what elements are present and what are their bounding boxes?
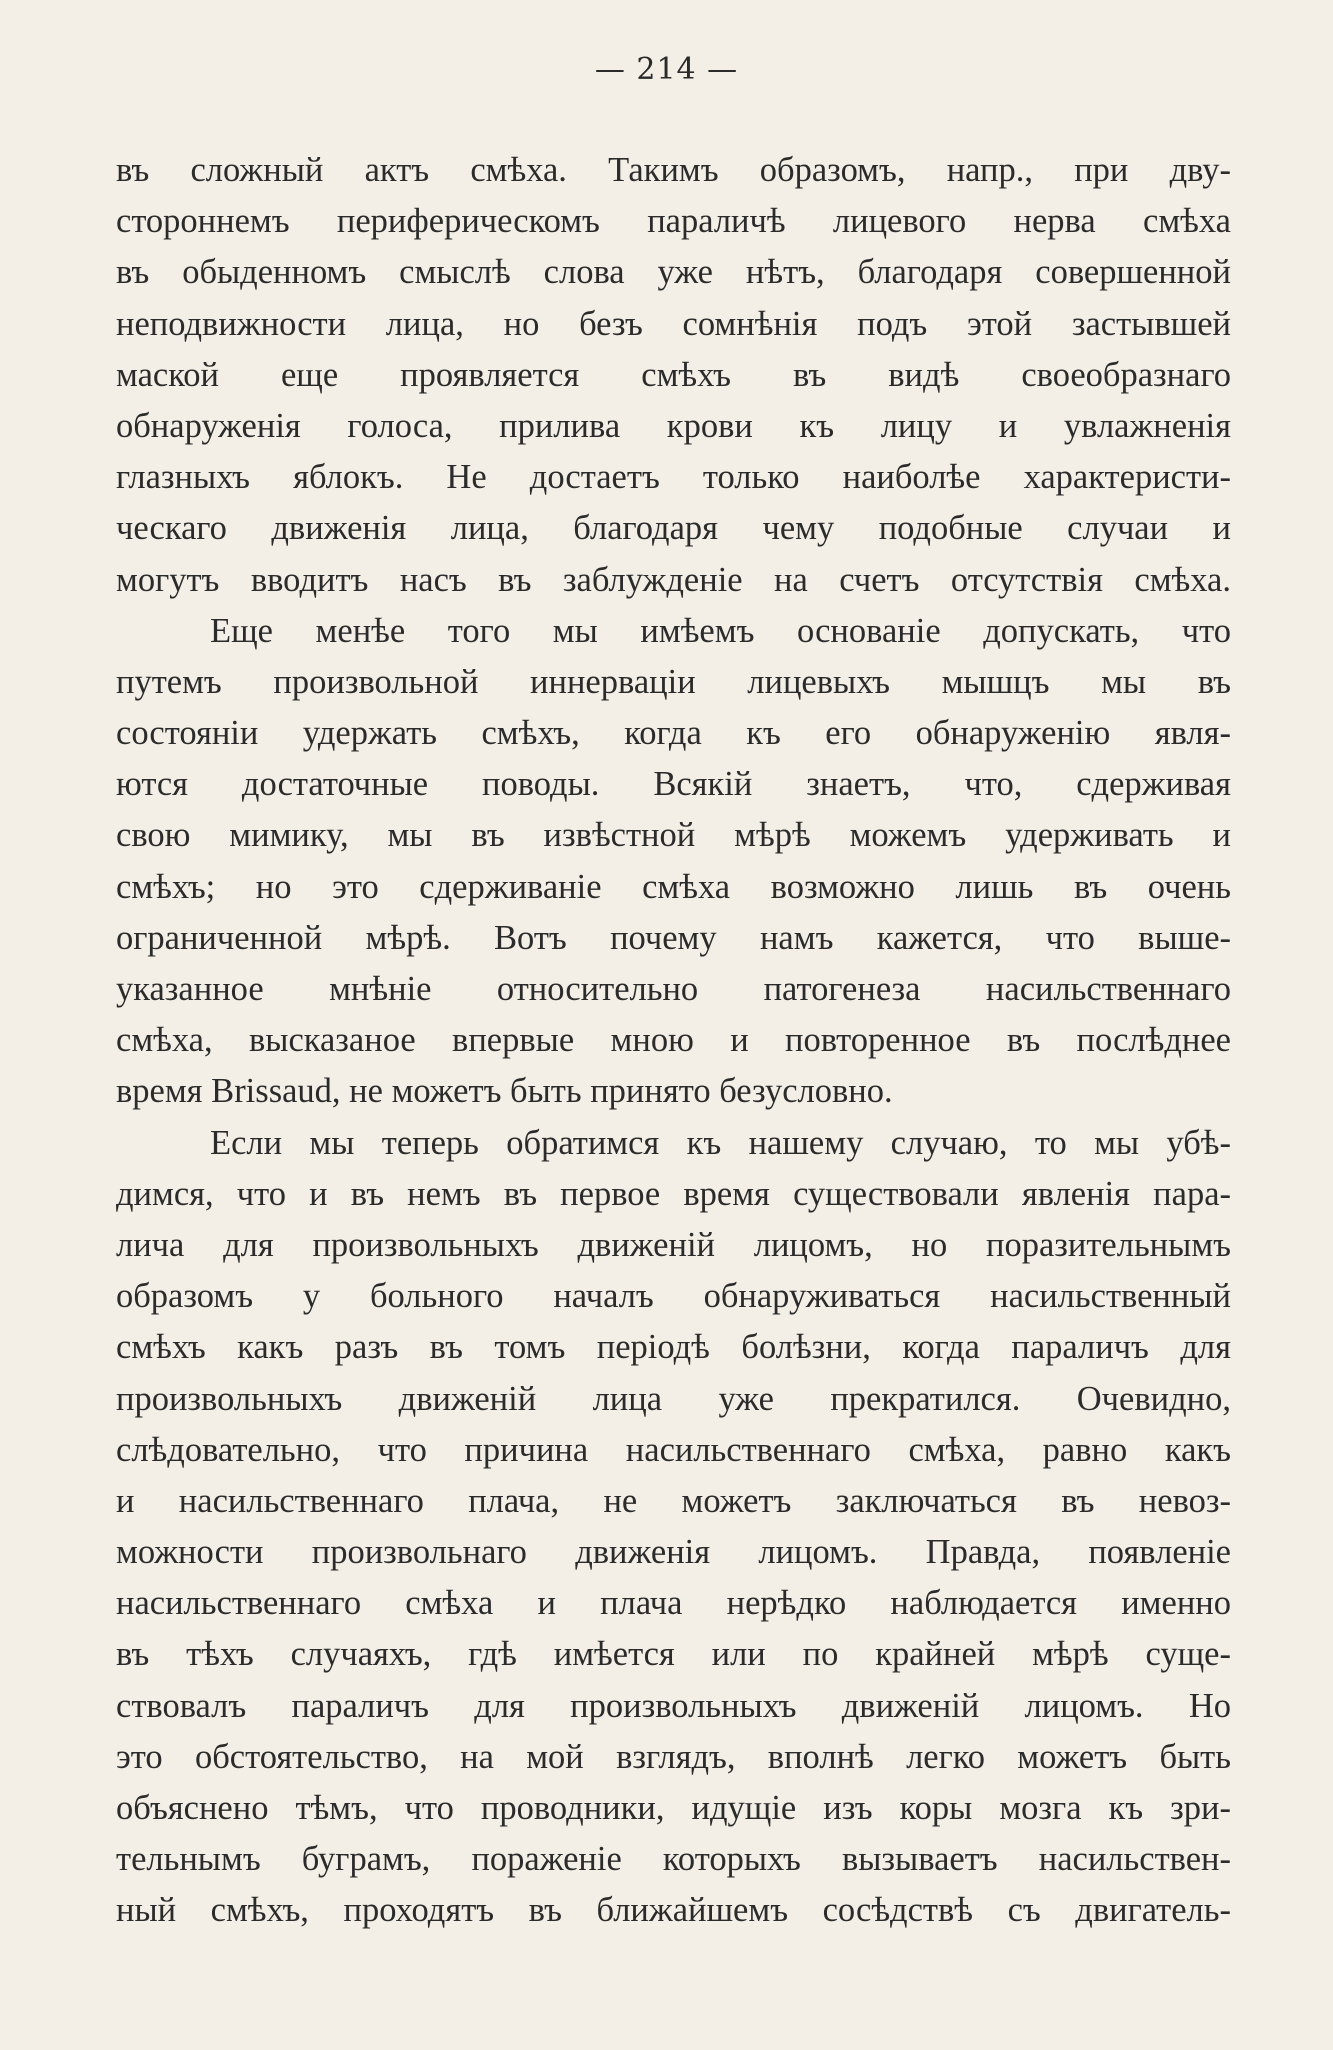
text-line: насильственнаго смѣха и плача нерѣдко наблюдается именно [116,1584,1231,1623]
text-line: это обстоятельство, на мой взглядъ, вполнѣ легко можетъ быть [116,1737,1231,1776]
text-line: свою мимику, мы въ извѣстной мѣрѣ можемъ удерживать и [116,816,1231,855]
text-line: и насильственнаго плача, не можетъ заключаться въ невоз- [116,1481,1231,1520]
text-line: могутъ вводитъ насъ въ заблужденіе на счетъ отсутствія смѣха. [116,560,1231,599]
text-line: въ обыденномъ смыслѣ слова уже нѣтъ, благодаря совершенной [116,253,1231,292]
text-line: смѣха, высказаное впервые мною и повторенное въ послѣднее [116,1021,1231,1060]
text-line: смѣхъ какъ разъ въ томъ періодѣ болѣзни, когда параличъ для [116,1328,1231,1367]
text-line: можности произвольнаго движенія лицомъ. Правда, появленіе [116,1533,1231,1572]
page-number: — 214 — [594,52,739,87]
text-line: глазныхъ яблокъ. Не достаетъ только наиболѣе характеристи- [116,458,1231,497]
text-line: стороннемъ периферическомъ параличѣ лицевого нерва смѣха [116,202,1231,241]
text-line: ствовалъ параличъ для произвольныхъ движеній лицомъ. Но [116,1686,1231,1725]
text-line: димся, что и въ немъ въ первое время существовали явленія пара- [116,1174,1231,1213]
text-line: Если мы теперь обратимся къ нашему случаю, то мы убѣ- [210,1123,1231,1162]
text-line: слѣдовательно, что причина насильственнаго смѣха, равно какъ [116,1430,1231,1469]
text-line: смѣхъ; но это сдерживаніе смѣха возможно лишь въ очень [116,867,1231,906]
text-line: въ сложный актъ смѣха. Такимъ образомъ, напр., при дву- [116,151,1231,189]
text-line: тельнымъ буграмъ, пораженіе которыхъ вызываетъ насильствен- [116,1840,1231,1879]
text-line: лича для произвольныхъ движеній лицомъ, но поразительнымъ [116,1225,1231,1264]
text-line: маской еще проявляется смѣхъ въ видѣ своеобразнаго [116,355,1231,394]
text-line: состояніи удержать смѣхъ, когда къ его обнаруженію явля- [116,714,1231,753]
text-line: путемъ произвольной иннерваціи лицевыхъ мышцъ мы въ [116,662,1231,701]
text-line: время Brissaud, не можетъ быть принято безусловно. [116,1072,893,1111]
body-text [116,145,1231,1937]
text-line: ются достаточные поводы. Всякій знаетъ, что, сдерживая [116,765,1231,804]
text-line: въ тѣхъ случаяхъ, гдѣ имѣется или по крайней мѣрѣ суще- [116,1635,1231,1674]
text-line: Еще менѣе того мы имѣемъ основаніе допускать, что [210,611,1231,650]
text-line: обнаруженія голоса, прилива крови къ лицу и увлажненія [116,406,1231,445]
paragraph-3 [116,1118,1231,1937]
paragraph-1 [116,145,1231,606]
text-line: ограниченной мѣрѣ. Вотъ почему намъ кажется, что выше- [116,918,1231,957]
text-line: образомъ у больного началъ обнаруживаться насильственный [116,1277,1231,1316]
paragraph-2 [116,606,1231,1118]
text-line: ческаго движенія лица, благодаря чему подобные случаи и [116,509,1231,548]
text-line: ный смѣхъ, проходятъ въ ближайшемъ сосѣдствѣ съ двигатель- [116,1891,1231,1930]
text-line: произвольныхъ движеній лица уже прекратился. Очевидно, [116,1379,1231,1418]
text-line: объяснено тѣмъ, что проводники, идущіе изъ коры мозга къ зри- [116,1789,1231,1827]
text-line: указанное мнѣніе относительно патогенеза насильственнаго [116,970,1231,1008]
text-line: неподвижности лица, но безъ сомнѣнія подъ этой застывшей [116,304,1231,343]
